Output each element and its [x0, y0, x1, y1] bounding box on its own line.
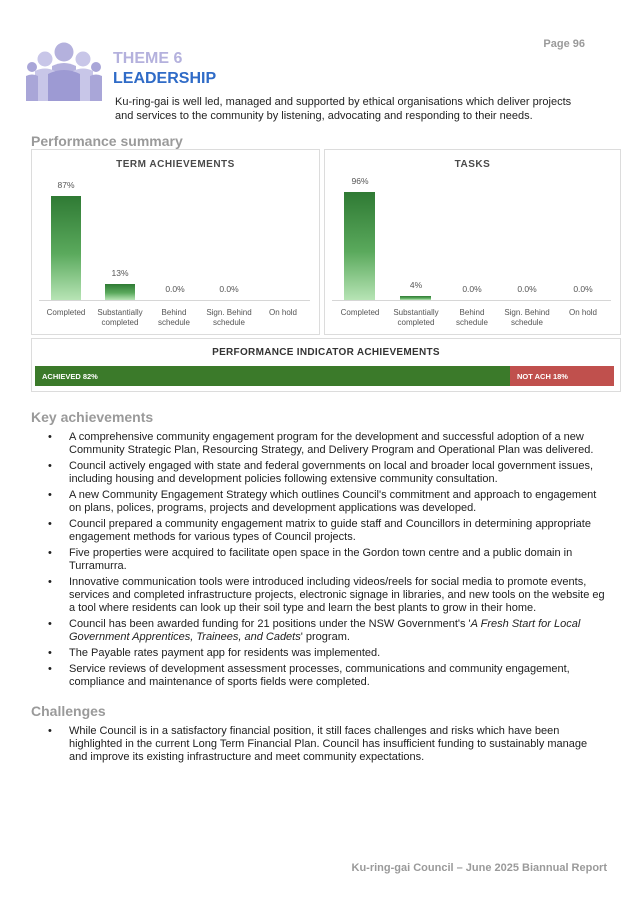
- challenges-list: [31, 725, 606, 767]
- term-value-label-1: 13%: [111, 268, 129, 278]
- tasks-title: TASKS: [454, 159, 491, 170]
- achievement-item: • Five properties were acquired to facilitate open space in the Gordon town centre and a public domain in Turramurra.: [31, 547, 606, 573]
- tasks-value-label-0: 96%: [351, 176, 369, 186]
- achievement-item: • Service reviews of development assessment processes, communications and community engagement, compliance and maintenance of sports fields were completed.: [31, 663, 606, 689]
- term-category-label-1: Substantially completed: [97, 308, 143, 327]
- tasks-value-label-1: 4%: [409, 280, 423, 290]
- achievement-item: • Council prepared a community engagement matrix to guide staff and Councillors in determining appropriate engagement methods for various types of Council projects.: [31, 518, 606, 544]
- achievement-item: • The Payable rates payment app for residents was implemented.: [31, 647, 606, 660]
- tasks-category-label-1: Substantially completed: [393, 308, 439, 327]
- tasks-category-label-4: On hold: [568, 308, 598, 317]
- not-achieved-segment: [510, 366, 614, 386]
- achieved-segment: [35, 366, 510, 386]
- term-bar-1: [105, 284, 135, 300]
- tasks-value-label-2: 0.0%: [462, 284, 482, 294]
- tasks-category-label-3: Sign. Behind schedule: [504, 308, 550, 327]
- challenges-heading: Challenges: [31, 703, 106, 719]
- achievement-item: [31, 618, 606, 644]
- performance-indicator-title: PERFORMANCE INDICATOR ACHIEVEMENTS: [212, 347, 440, 358]
- term-achievements-title: TERM ACHIEVEMENTS: [116, 159, 235, 170]
- term-baseline: [39, 300, 310, 301]
- achievement-item: • A new Community Engagement Strategy which outlines Council's commitment and approach to engagement on plans, polices, programs, projects and development applications was developed.: [31, 489, 606, 515]
- challenge-item: • While Council is in a satisfactory financial position, it still faces challenges and risks which have been highlighted in the current Long Term Financial Plan. Council has insufficient funding to sustainably manage and improve its existing infrastructure and meet community expectations.: [31, 725, 606, 763]
- key-achievements-heading: Key achievements: [31, 409, 154, 425]
- theme-number: THEME 6: [113, 50, 183, 67]
- tasks-category-label-2: Behind schedule: [455, 308, 489, 327]
- tasks-value-label-3: 0.0%: [517, 284, 537, 294]
- achievement-item: • Innovative communication tools were introduced including videos/reels for social media to promote events, services and completed infrastructure projects, electronic signage in libraries, and new tools on the website eg a tool where residents can look up their soil type and learn the best plants to grow in their home.: [31, 576, 606, 614]
- tasks-baseline: [332, 300, 611, 301]
- people-group-icon: [26, 40, 102, 102]
- page-number: Page 96: [543, 38, 585, 50]
- achievement-item: • A comprehensive community engagement program for the development and successful adoption of a new Community Strategic Plan, Resourcing Strategy, and Delivery Program and Operational Plan was delivered.: [31, 431, 606, 457]
- term-value-label-2: 0.0%: [165, 284, 185, 294]
- achieved-label: ACHIEVED 82%: [42, 372, 98, 381]
- term-bar-0: [51, 196, 81, 300]
- footer: Ku-ring-gai Council – June 2025 Biannual Report: [351, 862, 607, 874]
- tasks-bar-1: [400, 296, 431, 300]
- performance-summary-heading: Performance summary: [31, 133, 183, 149]
- achievement-text-italic: A Fresh Start for Local Government Apprentices, Trainees, and Cadets: [69, 617, 581, 643]
- theme-intro: Ku-ring-gai is well led, managed and supported by ethical organisations which deliver projects and services to the community by listening, advocating and responding to their needs.: [115, 96, 572, 122]
- theme-title: LEADERSHIP: [113, 70, 217, 87]
- tasks-value-label-4: 0.0%: [573, 284, 593, 294]
- term-category-label-3: Sign. Behind schedule: [206, 308, 252, 327]
- tasks-bar-0: [344, 192, 375, 300]
- achievement-text-before: Council has been awarded funding for 21 positions under the NSW Government's ': [69, 617, 471, 630]
- term-category-label-0: Completed: [46, 308, 86, 317]
- not-achieved-label: NOT ACH 18%: [517, 372, 568, 381]
- achievement-item: • Council actively engaged with state and federal governments on local and broader local government issues, including housing and development policies following extensive community consultation.: [31, 460, 606, 486]
- tasks-category-label-0: Completed: [340, 308, 380, 317]
- term-value-label-3: 0.0%: [219, 284, 239, 294]
- term-value-label-0: 87%: [57, 180, 75, 190]
- term-category-label-4: On hold: [268, 308, 298, 317]
- achievement-text-after: ' program.: [300, 630, 350, 643]
- key-achievements-list: [31, 431, 606, 692]
- term-category-label-2: Behind schedule: [157, 308, 191, 327]
